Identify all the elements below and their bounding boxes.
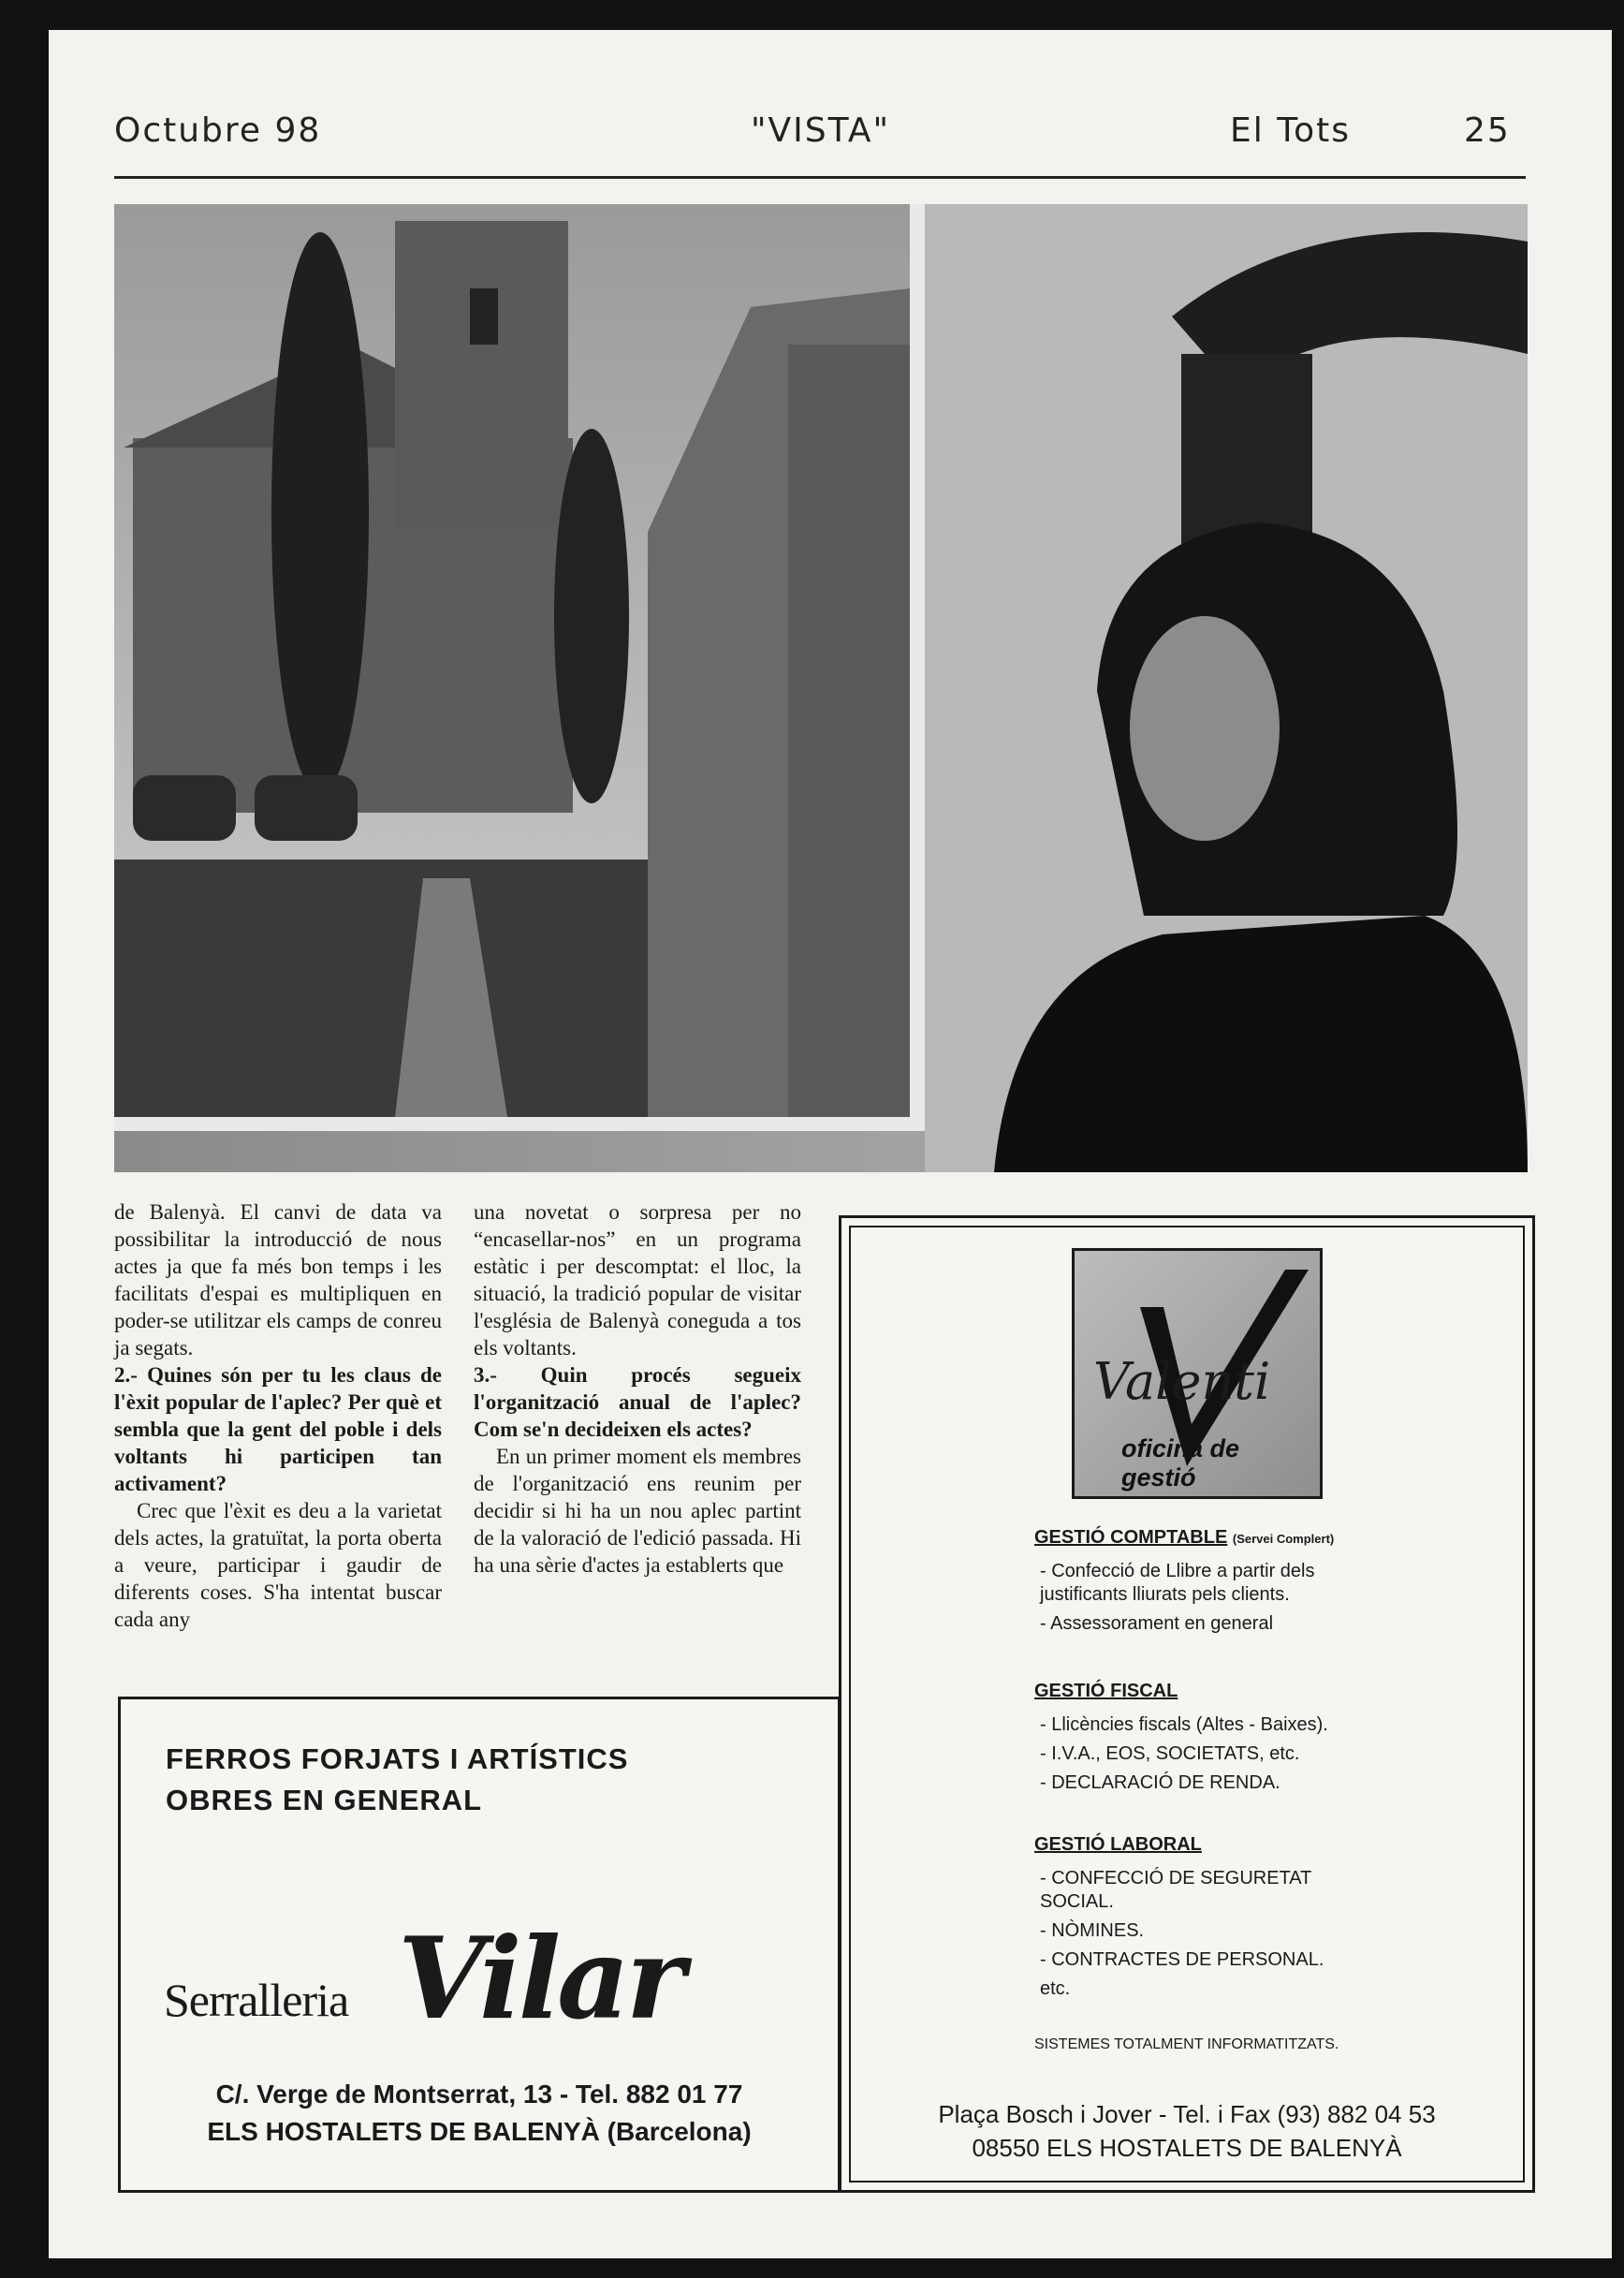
ad-vilar-brand: Vilar [398,1913,682,2045]
service-item: - DECLARACIÓ DE RENDA. [1040,1772,1280,1793]
article-question-2: 2.- Quines són per tu les claus de l'èxit popular de l'aplec? Per què et sembla que la gent del poble i dels voltants hi participen tan activament? [114,1363,442,1495]
service-item: - Confecció de Llibre a partir dels justificants lliurats pels clients. [1040,1561,1315,1605]
service-title: GESTIÓ COMPTABLE [1034,1527,1228,1548]
valenti-address: Plaça Bosch i Jover - Tel. i Fax (93) 882 04 53 [938,2100,1436,2128]
valenti-town: 08550 ELS HOSTALETS DE BALENYÀ [972,2134,1402,2162]
service-laboral [1034,1834,1371,2001]
ad-valenti-inner-frame [849,1226,1525,2182]
service-comptable [1034,1527,1371,1636]
valenti-logo-name: Valenti [1093,1352,1271,1411]
ad-serralleria-vilar [118,1697,841,2193]
service-item: - Assessorament en general [1040,1613,1274,1634]
service-title: GESTIÓ FISCAL [1034,1681,1178,1701]
article-column-1 [114,1198,442,1633]
service-note: (Servei Complert) [1232,1532,1335,1546]
article-paragraph: En un primer moment els membres de l'organització ens reunim per decidir si hi ha un nou aplec partint de la valoració de l'edició passada. Hi ha una sèrie d'actes ja establerts que [474,1445,801,1577]
header-rule [114,176,1526,179]
service-item: - Llicències fiscals (Altes - Baixes). [1040,1714,1328,1735]
service-title: GESTIÓ LABORAL [1034,1834,1202,1855]
photo-man-with-church-picture [114,204,1528,1172]
valenti-logo [1072,1248,1323,1499]
service-item: - I.V.A., EOS, SOCIETATS, etc. [1040,1743,1300,1764]
article-paragraph: una novetat o sorpresa per no “encasellar-nos” en un programa estàtic i per descomptat: el lloc, la situació, la tradició popular de visitar l'església de Balenyà coneguda a tos els voltants. [474,1200,801,1359]
ad-vilar-line1: FERROS FORJATS I ARTÍSTICS [166,1742,629,1775]
service-item: etc. [1040,1978,1071,1999]
ad-vilar-line2: OBRES EN GENERAL [166,1784,483,1816]
valenti-logo-subtitle: oficina de gestió [1121,1434,1240,1492]
header-publication: El Tots [1230,111,1351,150]
photo-church-and-man-icon [114,204,1528,1172]
header-date: Octubre 98 [114,111,322,150]
article-paragraph: Crec que l'èxit es deu a la varietat dels actes, la gratuïtat, la porta oberta a veure, participar i gaudir de diferents coses. S'ha intentat buscar cada any [114,1499,442,1631]
ad-vilar-address: C/. Verge de Montserrat, 13 - Tel. 882 01 77 [215,2080,743,2109]
ad-valenti-gestio [839,1215,1535,2193]
article-column-2 [474,1198,801,1579]
article-question-3: 3.- Quin procés segueix l'organització anual de l'aplec? Com se'n decideixen els actes? [474,1363,801,1441]
ad-vilar-town: ELS HOSTALETS DE BALENYÀ (Barcelona) [207,2117,752,2146]
service-item: - CONTRACTES DE PERSONAL. [1040,1949,1324,1970]
service-item: - CONFECCIÓ DE SEGURETAT SOCIAL. [1040,1868,1312,1912]
header-page-number: 25 [1464,111,1511,150]
header-section-title: "VISTA" [751,111,891,150]
systems-note: SISTEMES TOTALMENT INFORMATITZATS. [1034,2036,1339,2052]
ad-vilar-serralleria: Serralleria [164,1974,349,2026]
service-fiscal [1034,1681,1371,1795]
article-paragraph: de Balenyà. El canvi de data va possibilitar la introducció de nous actes ja que fa més bon temps i les facilitats d'espai es multipliquen en poder-se utilitzar els camps de conreu ja segats. [114,1200,442,1359]
service-item: - NÒMINES. [1040,1920,1145,1941]
